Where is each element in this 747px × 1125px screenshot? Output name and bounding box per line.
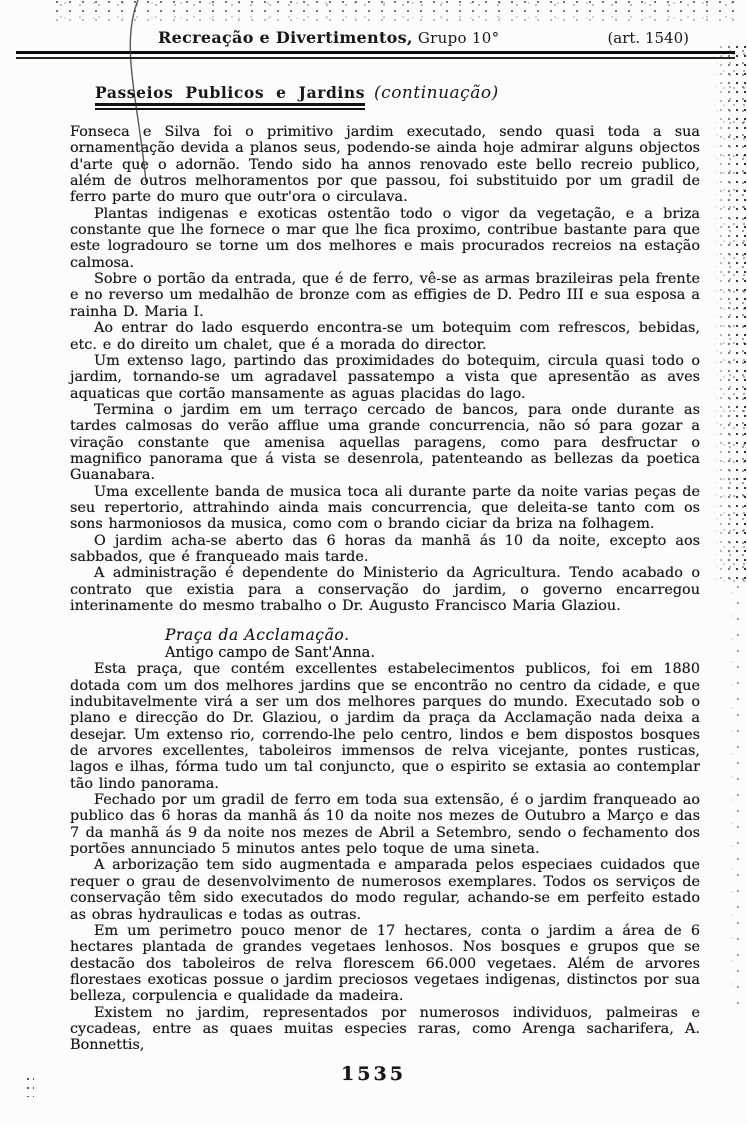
paragraph: Termina o jardim em um terraço cercado de bancos, para onde durante as tardes calmosas do verão afflue uma grande concurrencia, não só para gozar a viração constante que amenisa aquellas paragens, como para desfructar o magnifico panorama que á vista se desenrola, patenteando as bellezas da poetica Guanabara. <box>70 401 700 484</box>
running-header <box>0 0 747 51</box>
header-group-label: Grupo 10° <box>412 29 500 47</box>
text-column <box>70 124 700 1054</box>
subsection-heading <box>70 627 700 661</box>
paragraph: A arborização tem sido augmentada e amparada pelos especiaes cuidados que requer o grau de desenvolvimento de numerosos exemplares. Todos os serviços de conservação têm sido executados do modo regular, achando-se em perfeito estado as obras hydraulicas e todas as outras. <box>70 857 700 923</box>
paragraph: A administração é dependente do Ministerio da Agricultura. Tendo acabado o contrato que existia para a conservação do jardim, o governo encarregou interinamente do mesmo trabalho o Dr. Augusto Francisco Maria Glaziou. <box>70 565 700 615</box>
paragraph: Sobre o portão da entrada, que é de ferro, vê-se as armas brazileiras pela frente e no reverso um medalhão de bronze com as effigies de D. Pedro III e sua esposa a rainha D. Maria I. <box>70 271 700 320</box>
section-heading <box>95 83 747 110</box>
paragraph: Existem no jardim, representados por numerosos individuos, palmeiras e cycadeas, entre as quaes muitas especies raras, como Arenga sacharifera, A. Bonnettis, <box>70 1004 700 1054</box>
scan-noise-bottom-left <box>26 1077 34 1097</box>
paragraph: Ao entrar do lado esquerdo encontra-se um botequim com refrescos, bebidas, etc. e do direito um chalet, que é a morada do director. <box>70 320 700 353</box>
scan-noise-right <box>711 45 747 585</box>
section-continuation-label: (continuação) <box>374 83 499 103</box>
paragraph: Esta praça, que contém excellentes estabelecimentos publicos, foi em 1880 dotada com um dos melhores jardins que se encontrão no centro da cidade, e que indubitavelmente virá a ser um dos melhores parques do mundo. Executado sob o plano e direcção do Dr. Glaziou, o jardim da praça da Acclamação nada deixa a desejar. Um extenso rio, correndo-lhe pelo centro, lindos e bem dispostos bosques de arvores excellentes, taboleiros immensos de relva vicejante, pontes rusticas, lagos e ilhas, fórma tudo um tal conjuncto, que o espirito se extasia ao contemplar tão lindo panorama. <box>70 661 700 792</box>
paragraph: Um extenso lago, partindo das proximidades do botequim, circula quasi todo o jardim, tornando-se um agradavel passatempo a vista que apresentão as aves aquaticas que cortão mansamente as aguas placidas do lago. <box>70 352 700 402</box>
scan-noise-right-lower <box>725 585 747 1005</box>
subsection-title: Praça da Acclamação. <box>165 626 350 645</box>
page-number: 1535 <box>341 1062 406 1085</box>
article-reference: (art. 1540) <box>607 29 689 47</box>
paragraph: Fonseca e Silva foi o primitivo jardim executado, sendo quasi toda a sua ornamentação devida a planos seus, podendo-se ainda hoje admirar alguns objectos d'arte que o adornão. Tendo sido ha annos renovado este bello recreio publico, além de outros melhoramentos por que passou, foi substituido por um gradil de ferro parte do muro que outr'ora o circulava. <box>70 124 700 206</box>
subsection-subtitle: Antigo campo de Sant'Anna. <box>165 644 375 662</box>
section-title: Passeios Publicos e Jardins <box>95 84 365 106</box>
paragraph: Uma excellente banda de musica toca ali durante parte da noite varias peças de seu repertorio, attrahindo ainda mais concurrencia, que deleita-se tanto com os sons harmoniosos da musica, como com o brando ciciar da briza na folhagem. <box>70 483 700 533</box>
section-title-underline <box>95 84 365 110</box>
paragraph: Fechado por um gradil de ferro em toda sua extensão, é o jardim franqueado ao publico das 6 horas da manhã ás 10 da noite nos mezes de Outubro a Março e das 7 da manhã ás 9 da noite nos mezes de Abril a Setembro, sendo o fechamento dos portões annunciado 5 minutos antes pelo toque de uma sineta. <box>70 792 700 858</box>
paragraph: O jardim acha-se aberto das 6 horas da manhã ás 10 da noite, excepto aos sabbados, que é franqueado mais tarde. <box>70 532 700 565</box>
paragraph: Plantas indigenas e exoticas ostentão todo o vigor da vegetação, e a briza constante que lhe fornece o mar que lhe fica proximo, contribue bastante para que este logradouro se torne um dos melhores e mais procurados recreios na estação calmosa. <box>70 205 700 271</box>
header-rule <box>16 51 735 59</box>
paragraph: Em um perimetro pouco menor de 17 hectares, conta o jardim a área de 6 hectares plantada de grandes vegetaes lenhosos. Nos bosques e grupos que se destacão dos taboleiros de relva florescem 66.000 vegetaes. Além de arvores florestaes exoticas possue o jardim preciosos vegetaes indigenas, distinctos por sua belleza, corpulencia e qualidade da madeira. <box>70 922 700 1005</box>
running-header-title <box>158 28 499 47</box>
header-title-bold: Recreação e Divertimentos, <box>158 28 413 47</box>
